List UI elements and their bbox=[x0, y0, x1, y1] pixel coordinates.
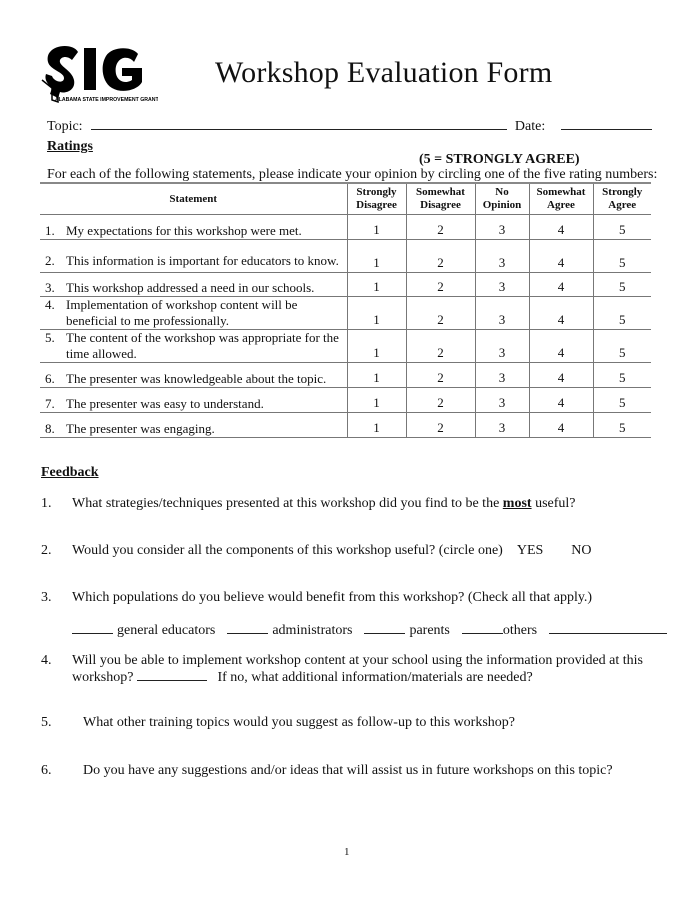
emphasis-most: most bbox=[502, 496, 532, 511]
rating-3[interactable]: 3 bbox=[475, 215, 529, 240]
table-row: 2. This information is important for educators to know. 1 2 3 4 5 bbox=[40, 240, 651, 273]
col-no-opinion: No Opinion bbox=[475, 183, 529, 215]
rating-1[interactable]: 1 bbox=[347, 240, 406, 273]
rating-1[interactable]: 1 bbox=[347, 330, 406, 363]
table-row: 3. This workshop addressed a need in our schools. 1 2 3 4 5 bbox=[40, 273, 651, 297]
table-row: 6. The presenter was knowledgeable about the topic. 1 2 3 4 5 bbox=[40, 363, 651, 388]
rating-5[interactable]: 5 bbox=[593, 413, 651, 438]
statement-text: The presenter was knowledgeable about the topic. bbox=[66, 371, 327, 386]
rating-5[interactable]: 5 bbox=[593, 297, 651, 330]
col-somewhat-agree: Somewhat Agree bbox=[529, 183, 593, 215]
choice-others: others bbox=[502, 623, 538, 638]
topic-label: Topic: bbox=[47, 119, 83, 134]
rating-2[interactable]: 2 bbox=[406, 388, 475, 413]
rating-4[interactable]: 4 bbox=[529, 413, 593, 438]
rating-5[interactable]: 5 bbox=[593, 273, 651, 297]
check-general-educators[interactable] bbox=[72, 622, 113, 634]
rating-4[interactable]: 4 bbox=[529, 215, 593, 240]
page-title: Workshop Evaluation Form bbox=[215, 56, 553, 89]
statement-text: Implementation of workshop content will be beneficial to me professionally. bbox=[66, 297, 298, 328]
others-specify-field[interactable] bbox=[549, 622, 667, 634]
feedback-question-3: 3. Which populations do you believe would benefit from this workshop? (Check all that apply.) bbox=[41, 590, 593, 605]
ratings-table bbox=[40, 182, 651, 438]
rating-1[interactable]: 1 bbox=[347, 297, 406, 330]
ratings-header-row bbox=[40, 183, 651, 215]
col-statement: Statement bbox=[40, 183, 347, 215]
table-row: 5. The content of the workshop was appropriate for the time allowed. 1 2 3 4 5 bbox=[40, 330, 651, 363]
rating-4[interactable]: 4 bbox=[529, 388, 593, 413]
date-label: Date: bbox=[514, 119, 546, 134]
rating-4[interactable]: 4 bbox=[529, 273, 593, 297]
rating-5[interactable]: 5 bbox=[593, 363, 651, 388]
rating-1[interactable]: 1 bbox=[347, 388, 406, 413]
rating-2[interactable]: 2 bbox=[406, 215, 475, 240]
rating-1[interactable]: 1 bbox=[347, 413, 406, 438]
rating-3[interactable]: 3 bbox=[475, 273, 529, 297]
rating-1[interactable]: 1 bbox=[347, 273, 406, 297]
implement-answer-field[interactable] bbox=[137, 669, 207, 681]
rating-1[interactable]: 1 bbox=[347, 215, 406, 240]
option-no[interactable]: NO bbox=[571, 543, 592, 558]
choice-parents: parents bbox=[409, 623, 450, 638]
table-row: 1. My expectations for this workshop were met. 1 2 3 4 5 bbox=[40, 215, 651, 240]
rating-5[interactable]: 5 bbox=[593, 240, 651, 273]
feedback-question-6: 6. Do you have any suggestions and/or ideas that will assist us in future workshops on this topic? bbox=[41, 763, 613, 778]
check-administrators[interactable] bbox=[227, 622, 268, 634]
statement-text: The presenter was engaging. bbox=[66, 421, 215, 436]
scale-note: (5 = STRONGLY AGREE) bbox=[419, 152, 580, 167]
rating-4[interactable]: 4 bbox=[529, 240, 593, 273]
rating-2[interactable]: 2 bbox=[406, 297, 475, 330]
table-row: 7. The presenter was easy to understand. 1 2 3 4 5 bbox=[40, 388, 651, 413]
choice-general-educators: general educators bbox=[117, 623, 216, 638]
topic-field[interactable] bbox=[91, 116, 507, 130]
choice-administrators: administrators bbox=[272, 623, 353, 638]
table-row: 8. The presenter was engaging. 1 2 3 4 5 bbox=[40, 413, 651, 438]
alabama-state-outline-icon bbox=[38, 44, 158, 104]
feedback-question-4: 4. Will you be able to implement workshop content at your school using the information provided at this workshop? If no, what additional information/materials are needed? bbox=[41, 653, 643, 685]
ratings-heading: Ratings bbox=[47, 139, 93, 154]
sig-logo bbox=[38, 44, 158, 104]
svg-text:ALABAMA STATE IMPROVEMENT GRAN: ALABAMA STATE IMPROVEMENT GRANT bbox=[55, 97, 158, 103]
feedback-question-1: 1. What strategies/techniques presented at this workshop did you find to be the most useful? bbox=[41, 496, 576, 511]
rating-2[interactable]: 2 bbox=[406, 363, 475, 388]
rating-3[interactable]: 3 bbox=[475, 330, 529, 363]
table-row: 4. Implementation of workshop content will be beneficial to me professionally. 1 2 3 4 5 bbox=[40, 297, 651, 330]
rating-3[interactable]: 3 bbox=[475, 388, 529, 413]
rating-5[interactable]: 5 bbox=[593, 388, 651, 413]
col-strongly-disagree: Strongly Disagree bbox=[347, 183, 406, 215]
col-strongly-agree: Strongly Agree bbox=[593, 183, 651, 215]
statement-text: This workshop addressed a need in our schools. bbox=[66, 280, 315, 295]
feedback-heading: Feedback bbox=[41, 465, 99, 480]
rating-3[interactable]: 3 bbox=[475, 413, 529, 438]
rating-1[interactable]: 1 bbox=[347, 363, 406, 388]
rating-2[interactable]: 2 bbox=[406, 273, 475, 297]
rating-3[interactable]: 3 bbox=[475, 240, 529, 273]
feedback-question-2: 2. Would you consider all the components of this workshop useful? (circle one) YES NO bbox=[41, 543, 592, 558]
date-field[interactable] bbox=[561, 116, 652, 130]
statement-text: The presenter was easy to understand. bbox=[66, 396, 264, 411]
rating-2[interactable]: 2 bbox=[406, 330, 475, 363]
check-parents[interactable] bbox=[364, 622, 405, 634]
rating-4[interactable]: 4 bbox=[529, 363, 593, 388]
rating-3[interactable]: 3 bbox=[475, 297, 529, 330]
rating-5[interactable]: 5 bbox=[593, 215, 651, 240]
check-others[interactable] bbox=[462, 622, 503, 634]
ratings-instructions: For each of the following statements, please indicate your opinion by circling one of the five rating numbers: bbox=[47, 167, 658, 182]
statement-text: This information is important for educators to know. bbox=[66, 253, 339, 268]
rating-4[interactable]: 4 bbox=[529, 297, 593, 330]
rating-5[interactable]: 5 bbox=[593, 330, 651, 363]
statement-text: The content of the workshop was appropriate for the time allowed. bbox=[66, 330, 339, 361]
option-yes[interactable]: YES bbox=[516, 543, 544, 558]
rating-2[interactable]: 2 bbox=[406, 413, 475, 438]
rating-4[interactable]: 4 bbox=[529, 330, 593, 363]
population-choices bbox=[72, 622, 667, 639]
rating-3[interactable]: 3 bbox=[475, 363, 529, 388]
page-number: 1 bbox=[344, 846, 350, 858]
col-somewhat-disagree: Somewhat Disagree bbox=[406, 183, 475, 215]
feedback-question-5: 5. What other training topics would you suggest as follow-up to this workshop? bbox=[41, 715, 515, 730]
statement-text: My expectations for this workshop were met. bbox=[66, 223, 302, 238]
topic-date-row bbox=[47, 116, 652, 135]
rating-2[interactable]: 2 bbox=[406, 240, 475, 273]
